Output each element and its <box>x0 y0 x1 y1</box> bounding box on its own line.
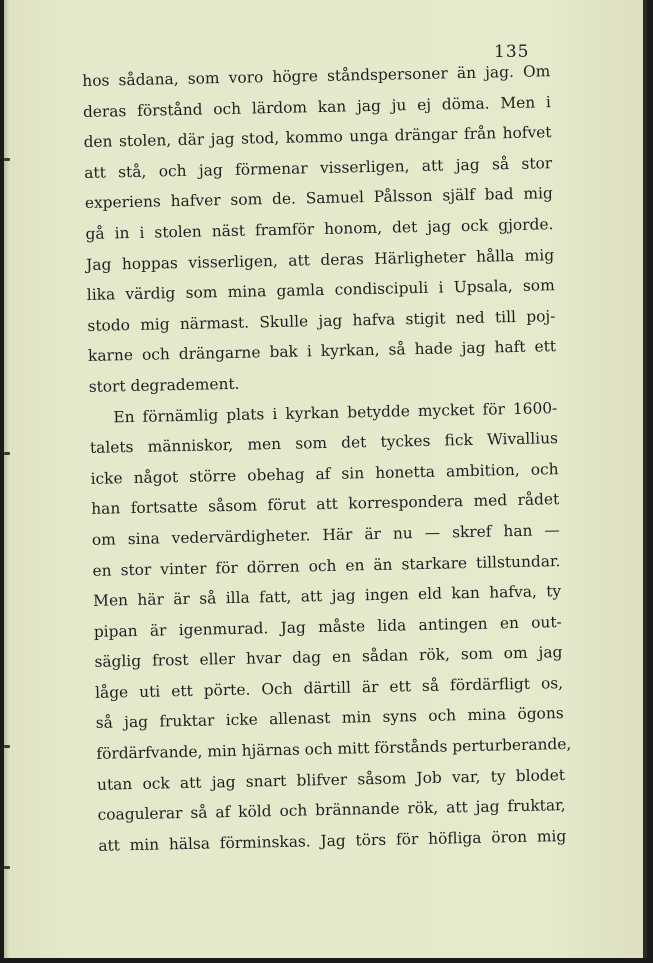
page-gutter <box>4 0 10 958</box>
text-line: han fortsatte såsom förut att korrespondera med rådet <box>91 490 560 519</box>
page-number: 135 <box>494 42 530 62</box>
text-line: icke något större obehag af sin honetta ambition, och <box>90 459 559 488</box>
text-line: stort degradement. <box>88 374 240 396</box>
text-line: En förnämlig plats i kyrkan betydde mycket för 1600- <box>113 398 558 426</box>
text-line: experiens hafver som de. Samuel Pålsson själf bad mig <box>84 184 553 213</box>
text-line: låge uti ett pörte. Och därtill är ett så fördärfligt os, <box>94 673 564 702</box>
text-line: stodo mig närmast. Skulle jag hafva stigit ned till poj- <box>87 306 556 335</box>
text-line: säglig frost eller hvar dag en sådan rök, som om jag <box>94 643 563 672</box>
margin-mark <box>4 745 10 748</box>
text-line: om sina vedervärdigheter. Här är nu — skref han — <box>91 521 561 549</box>
text-line: den stolen, där jag stod, kommo unga drängar från hofvet <box>83 123 552 152</box>
text-line: hos sådana, som voro högre ståndspersoner än jag. Om <box>82 62 551 90</box>
text-line: att stå, och jag förmenar visserligen, att jag så stor <box>84 153 553 182</box>
margin-mark <box>4 452 10 455</box>
text-line: så jag fruktar icke allenast min syns och mina ögons <box>95 704 564 733</box>
text-line: lika värdig som mina gamla condiscipuli i Upsala, som <box>86 276 555 305</box>
text-line: gå in i stolen näst framför honom, det jag ock gjorde. <box>85 215 554 243</box>
text-line: pipan är igenmurad. Jag måste lida antingen en out- <box>93 612 562 641</box>
text-line: coagulerar så af köld och brännande rök, att jag fruktar, <box>97 796 566 825</box>
text-line: utan ock att jag snart blifver såsom Job var, ty blodet <box>96 765 566 794</box>
text-line: deras förstånd och lärdom kan jag ju ej döma. Men i <box>82 92 552 121</box>
text-line: att min hälsa förminskas. Jag törs för höfliga öron mig <box>98 826 567 855</box>
margin-mark <box>4 158 10 161</box>
body-text <box>82 56 572 861</box>
text-line: fördärfvande, min hjärnas och mitt förstånds perturberande, <box>96 734 572 763</box>
page-edge-shadow <box>643 0 647 958</box>
text-line: en stor vinter för dörren och en än starkare tillstundar. <box>92 551 561 580</box>
text-line: Men här är så illa fatt, att jag ingen eld kan hafva, ty <box>93 582 562 610</box>
text-line: talets människor, men som det tyckes fick Wivallius <box>89 429 559 458</box>
margin-mark <box>4 866 10 869</box>
book-page <box>4 0 647 958</box>
text-line: karne och drängarne bak i kyrkan, så hade jag haft ett <box>87 337 557 366</box>
text-line: Jag hoppas visserligen, att deras Härligheter hålla mig <box>85 245 555 274</box>
